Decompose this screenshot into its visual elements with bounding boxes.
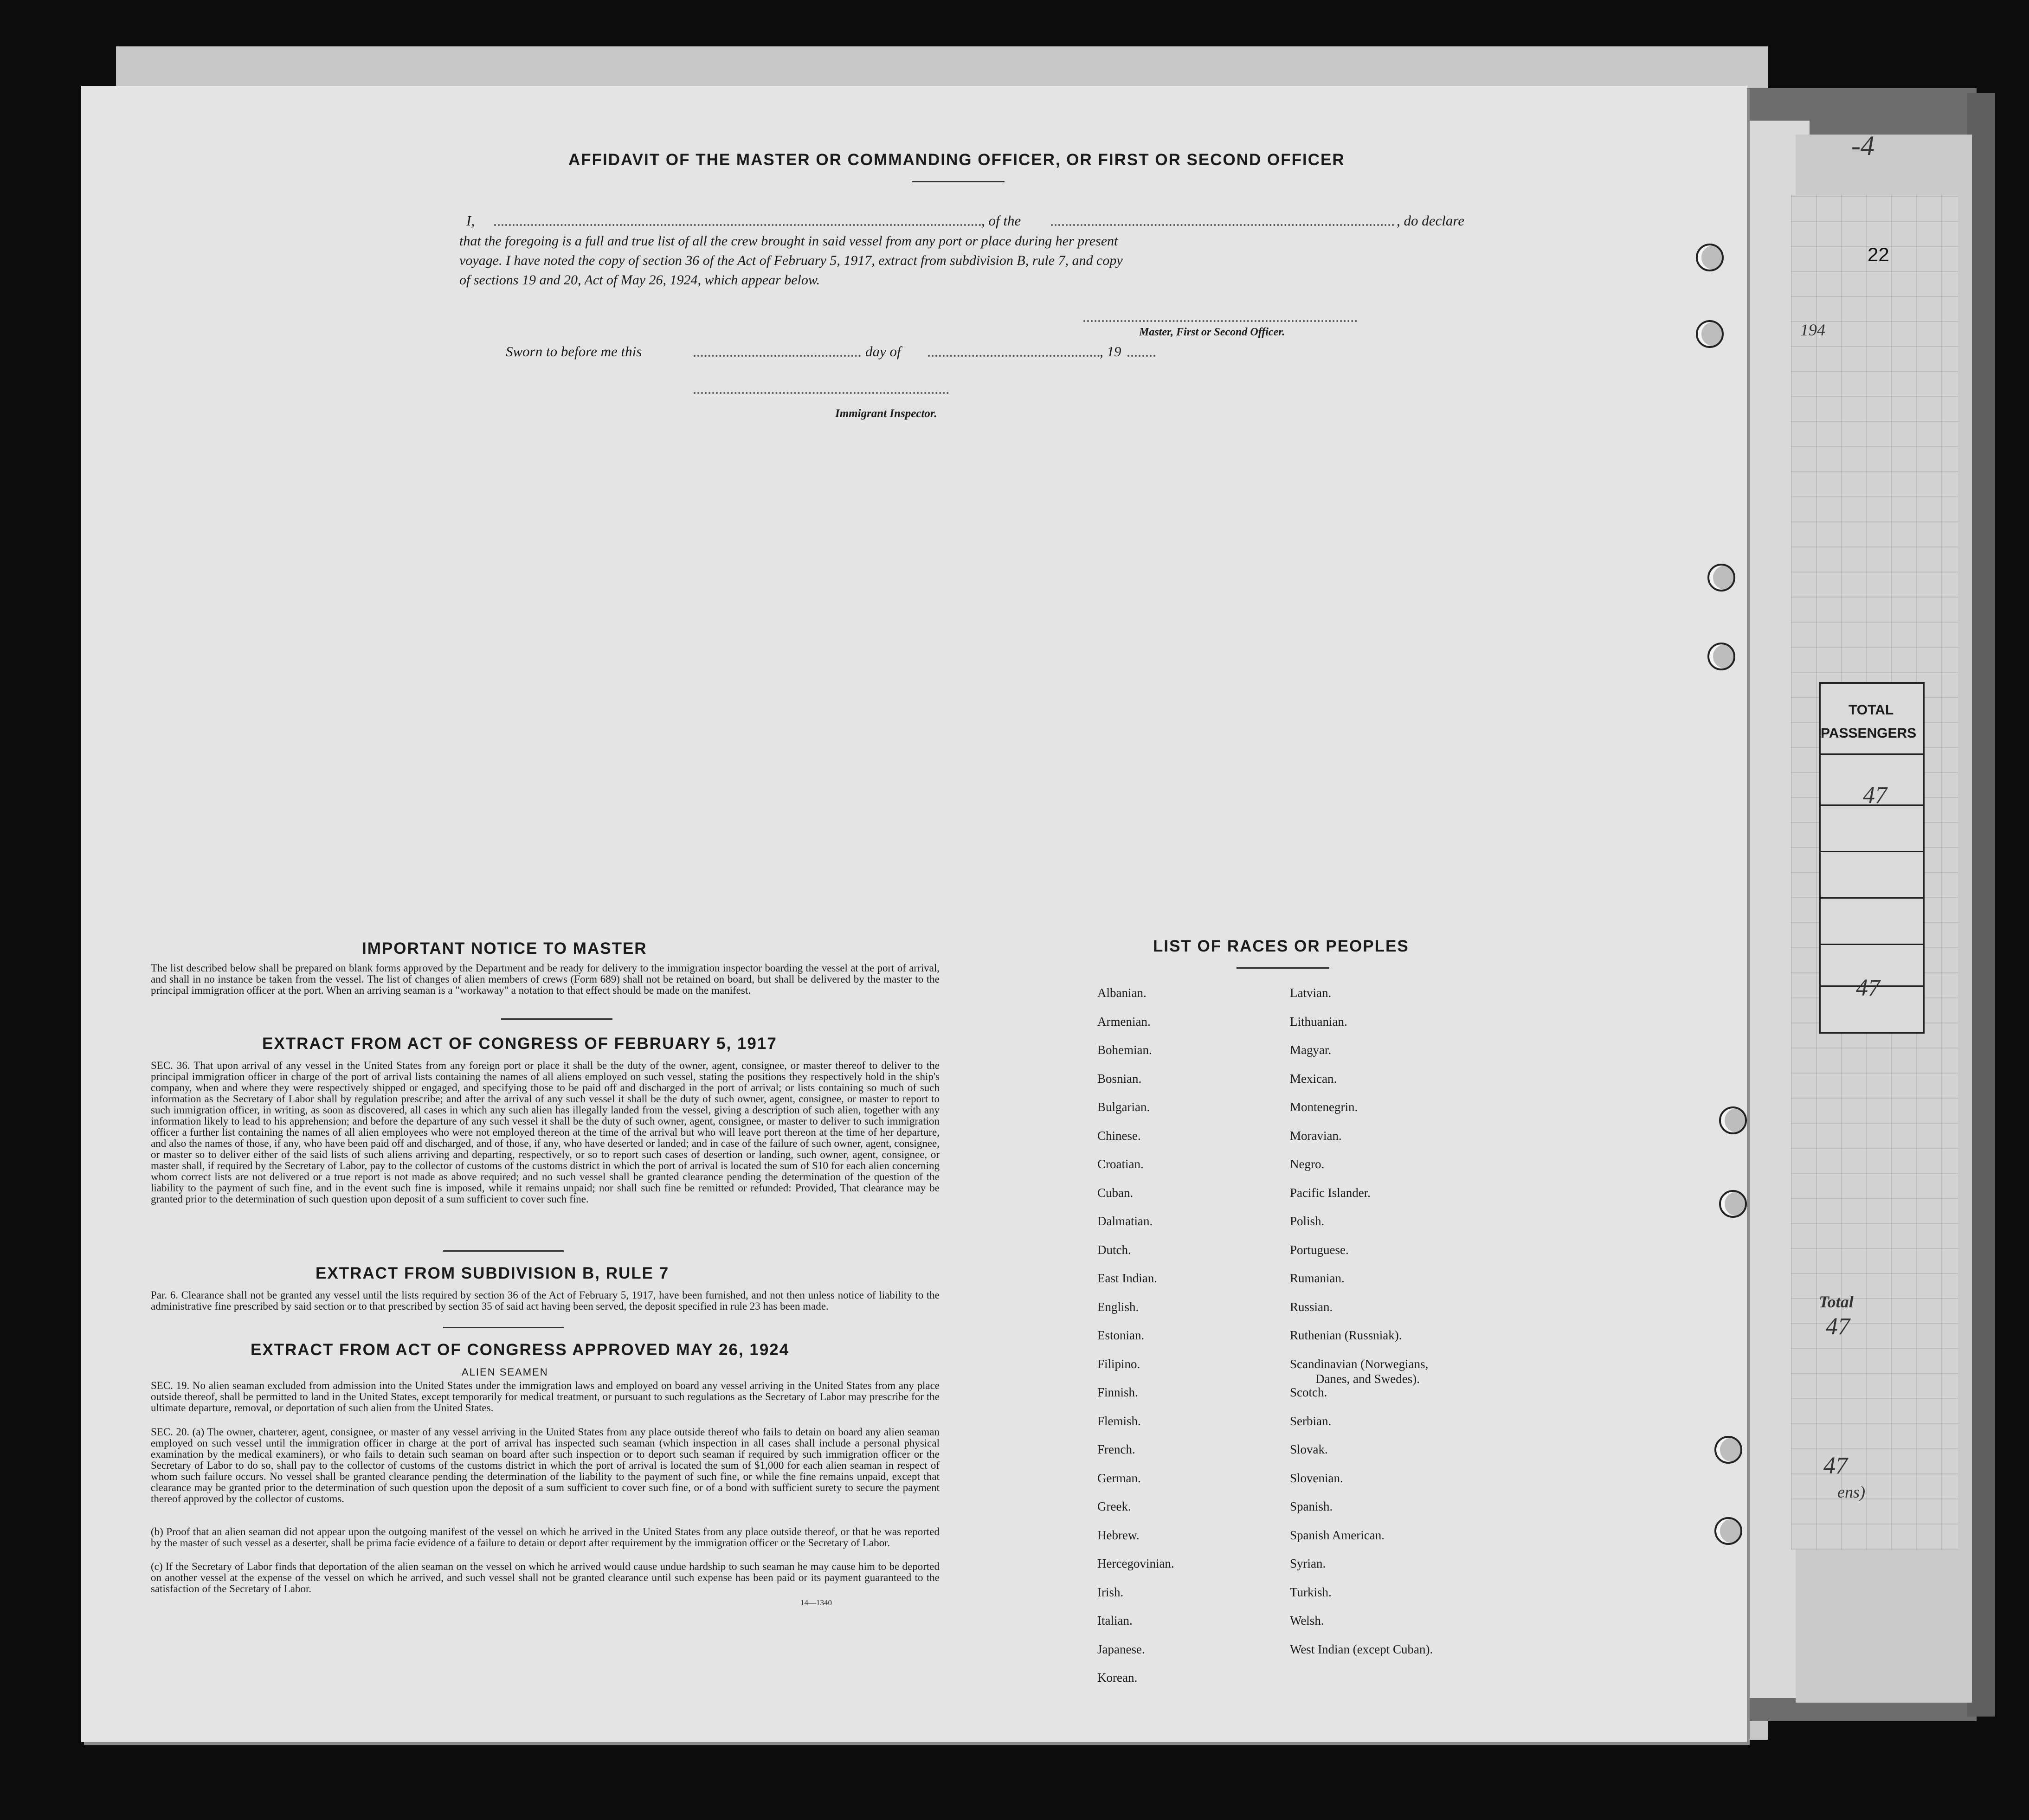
race-item: Polish.: [1290, 1214, 1325, 1228]
binder-hole: [1719, 1106, 1747, 1134]
race-item: Korean.: [1097, 1671, 1138, 1685]
race-item: Japanese.: [1097, 1642, 1145, 1656]
race-item: Latvian.: [1290, 986, 1332, 1000]
race-item: Bulgarian.: [1097, 1100, 1150, 1114]
race-item: Portuguese.: [1290, 1242, 1349, 1257]
race-item: Russian.: [1290, 1299, 1333, 1314]
divider: [1821, 944, 1923, 945]
race-item: Scandinavian (Norwegians,: [1290, 1357, 1429, 1371]
vessel-blank: [1051, 224, 1394, 226]
sec20a-body: SEC. 20. (a) The owner, charterer, agent, consignee, or master of any vessel arriving in the United States from any place outside thereof who fails to detain on board any alien seaman employed on such vessel until the immigration officer in charge at the port of arrival has inspected such seaman (which inspection in all cases shall include a personal physical examination by the medical examiners), or who fails to detain such seaman on board after such inspection or to deport such seaman if required by such immigration officer or the Secretary of Labor to do so, shall pay to the collector of customs of the customs district in which the port of arrival is located the sum of $1,000 for each alien seaman in respect of whom such failure occurs. No vessel shall be granted clearance pending the determination of the liability to the payment of such fine, or while the fine remains unpaid, except that clearance may be granted prior to the determination of such question upon the deposit of a sum sufficient to cover such fine, or of a bond with sufficient surety to secure the payment thereof approved by the collector of customs.: [151, 1426, 940, 1505]
notice-body: The list described below shall be prepared on blank forms approved by the Department and be ready for delivery to the immigration inspector boarding the vessel at the port of arrival, and shall in no instance be taken from the vessel. The list of changes of alien members of crews (Form 689) shall not be retained on board, but shall be delivered by the master to the principal immigration officer at the port. When an arriving seaman is a "workaway" a notation to that effect should be made on the manifest.: [151, 962, 940, 996]
name-blank: [494, 224, 981, 226]
corner-mark: -4: [1851, 130, 1874, 161]
race-item: French.: [1097, 1442, 1135, 1456]
race-item: Magyar.: [1290, 1043, 1332, 1057]
binder-hole: [1714, 1517, 1742, 1545]
section-rule: [501, 1018, 612, 1020]
race-item: Montenegrin.: [1290, 1100, 1358, 1114]
race-item: Chinese.: [1097, 1128, 1141, 1143]
race-item: Irish.: [1097, 1585, 1124, 1599]
year-fragment: 194: [1800, 321, 1825, 339]
affidavit-line-2: that the foregoing is a full and true list of all the crew brought in said vessel from any port or place during her present: [459, 233, 1118, 249]
sworn-year: , 19: [1100, 343, 1121, 360]
race-item: West Indian (except Cuban).: [1290, 1642, 1433, 1656]
race-item: Cuban.: [1097, 1185, 1134, 1200]
race-item: Rumanian.: [1290, 1271, 1345, 1285]
sec20b-body: (b) Proof that an alien seaman did not appear upon the outgoing manifest of the vessel on which he arrived in the United States from any place outside thereof, or that he was reported by the master of such vessel as a deserter, shall be prima facie evidence of a failure to detain or deport after requirement by the immigration officer or the Secretary of Labor.: [151, 1526, 940, 1549]
race-item: Bohemian.: [1097, 1043, 1152, 1057]
extract-1924-subtitle: ALIEN SEAMEN: [462, 1366, 548, 1378]
notice-title: IMPORTANT NOTICE TO MASTER: [362, 939, 647, 958]
race-item: Spanish American.: [1290, 1528, 1385, 1542]
affidavit-line-3: voyage. I have noted the copy of section 36 of the Act of February 5, 1917, extract from subdivision B, rule 7, and copy: [459, 253, 1123, 268]
signature-label: Master, First or Second Officer.: [1139, 326, 1285, 338]
race-item: Moravian.: [1290, 1128, 1342, 1143]
rule7-title: EXTRACT FROM SUBDIVISION B, RULE 7: [316, 1264, 670, 1282]
title-rule: [912, 181, 1005, 182]
sworn-day-of: day of: [865, 343, 901, 360]
divider: [1821, 897, 1923, 899]
race-item: Bosnian.: [1097, 1071, 1142, 1086]
race-item: Croatian.: [1097, 1157, 1144, 1171]
affidavit-of-the: , of the: [981, 212, 1021, 229]
inspector-label: Immigrant Inspector.: [835, 407, 937, 420]
race-item: Danes, and Swedes).: [1315, 1371, 1420, 1386]
total-value-2: 47: [1856, 975, 1880, 1001]
total-value-1: 47: [1863, 782, 1887, 809]
divider: [1821, 851, 1923, 852]
race-item: Dutch.: [1097, 1242, 1131, 1257]
race-item: Filipino.: [1097, 1357, 1140, 1371]
race-item: Spanish.: [1290, 1499, 1333, 1513]
race-item: Flemish.: [1097, 1414, 1141, 1428]
section-rule: [443, 1250, 564, 1252]
section-rule: [443, 1327, 564, 1328]
sworn-prefix: Sworn to before me this: [506, 343, 642, 360]
text-fragment: ens): [1837, 1483, 1865, 1501]
race-item: Slovenian.: [1290, 1471, 1343, 1485]
race-item: Syrian.: [1290, 1556, 1326, 1570]
binder-hole: [1696, 244, 1724, 271]
binder-hole: [1696, 320, 1724, 348]
sworn-year-blank: [1127, 355, 1155, 357]
race-item: Lithuanian.: [1290, 1014, 1347, 1029]
race-item: Turkish.: [1290, 1585, 1332, 1599]
race-item: Negro.: [1290, 1157, 1325, 1171]
affidavit-do-declare: , do declare: [1397, 212, 1465, 229]
race-item: Albanian.: [1097, 986, 1147, 1000]
extract-1917-title: EXTRACT FROM ACT OF CONGRESS OF FEBRUARY 5, 1917: [262, 1035, 777, 1053]
race-item: Armenian.: [1097, 1014, 1151, 1029]
affidavit-i: I,: [466, 212, 475, 229]
race-item: English.: [1097, 1299, 1139, 1314]
divider: [1821, 753, 1923, 755]
race-item: Slovak.: [1290, 1442, 1328, 1456]
affidavit-line-4: of sections 19 and 20, Act of May 26, 1924, which appear below.: [459, 272, 820, 288]
race-item: German.: [1097, 1471, 1141, 1485]
races-title: LIST OF RACES OR PEOPLES: [1153, 937, 1409, 955]
binder-hole: [1707, 643, 1735, 670]
inspector-blank: [694, 392, 949, 394]
affidavit-title: AFFIDAVIT OF THE MASTER OR COMMANDING OFFICER, OR FIRST OR SECOND OFFICER: [568, 151, 1345, 169]
manifest-page: [81, 86, 1747, 1742]
race-item: Greek.: [1097, 1499, 1131, 1513]
race-item: Mexican.: [1290, 1071, 1337, 1086]
extract-1924-title: EXTRACT FROM ACT OF CONGRESS APPROVED MAY 26, 1924: [251, 1341, 790, 1359]
race-item: Pacific Islander.: [1290, 1185, 1371, 1200]
race-item: Hercegovinian.: [1097, 1556, 1174, 1570]
total-value-3: 47: [1826, 1313, 1850, 1340]
extract-1917-body: SEC. 36. That upon arrival of any vessel in the United States from any foreign port or place it shall be the duty of the owner, agent, consignee, or master thereof to deliver to the principal immigration officer in charge of the port of arrival lists containing the names of all aliens employed on such vessel, stating the positions they respectively hold in the ship's company, when and where they were respectively shipped or engaged, and specifying those to be paid off and discharged in the port of arrival; or lists containing so much of such information as the Secretary of Labor shall by regulation prescribe; and after the arrival of any such vessel it shall be the duty of such owner, agent, consignee, or master to report to such immigration officer, in writing, as soon as discovered, all cases in which any such alien has illegally landed from the vessel, giving a description of such alien, together with any information likely to lead to his apprehension; and before the departure of any such vessel it shall be the duty of such owner, agent, consignee, or master to deliver to such immigration officer a further list containing the names of all alien employees who were not employed thereon at the time of the arrival but who will leave port thereon at the time of her departure, and also the names of those, if any, who have been paid off and discharged, and of those, if any, who have deserted or landed; and in case of the failure of such owner, agent, consignee, or master so to deliver either of the said lists of such aliens arriving and departing, respectively, or so to report such cases of desertion or landing, such owner, agent, consignee, or master shall, if required by the Secretary of Labor, pay to the collector of customs of the customs district in which the port of arrival is located the sum of $10 for each alien concerning whom correct lists are not delivered or a true report is not made as above required; and no such vessel shall be granted clearance pending the determination of the question of the liability to the payment of such fine, and in the event such fine is imposed, while it remains unpaid; nor shall such fine be remitted or refunded: Provided, That clearance may be granted prior to the determination of such question upon deposit of a sum sufficient to cover such fine.: [151, 1060, 940, 1205]
total-passengers-header-1: TOTAL: [1849, 702, 1894, 718]
race-item: Scotch.: [1290, 1385, 1327, 1399]
race-item: Ruthenian (Russniak).: [1290, 1328, 1402, 1342]
race-item: Welsh.: [1290, 1614, 1324, 1627]
race-item: Estonian.: [1097, 1328, 1145, 1342]
race-item: East Indian.: [1097, 1271, 1157, 1285]
race-item: Serbian.: [1290, 1414, 1332, 1428]
total-value-4: 47: [1823, 1453, 1848, 1479]
races-title-rule: [1237, 967, 1329, 969]
sec19-body: SEC. 19. No alien seaman excluded from admission into the United States under the immigration laws and employed on board any vessel arriving in the United States from any place outside thereof, shall be permitted to land in the United States, except temporarily for medical treatment, or pursuant to such regulations as the Secretary of Labor may prescribe for the ultimate departure, removal, or deportation of such alien from the United States.: [151, 1380, 940, 1414]
sworn-day-blank: [694, 355, 861, 357]
signature-blank: [1083, 320, 1357, 322]
binder-hole: [1714, 1436, 1742, 1464]
total-passengers-header-2: PASSENGERS: [1821, 726, 1917, 741]
sec20c-body: (c) If the Secretary of Labor finds that deportation of the alien seaman on the vessel on which he arrived would cause undue hardship to such seaman he may cause him to be deported on another vessel at the expense of the vessel on which he arrived, and such vessel shall not be granted clearance until such expense has been paid or its payment guaranteed to the satisfaction of the Secretary of Labor.: [151, 1561, 940, 1595]
form-number: 14—1340: [800, 1598, 832, 1607]
rule7-body: Par. 6. Clearance shall not be granted any vessel until the lists required by section 36 of the Act of February 5, 1917, have been furnished, and not then unless notice of liability to the administrative fine prescribed by said section or to that prescribed by section 35 of said act having been served, the deposit specified in rule 23 has been made.: [151, 1289, 940, 1312]
page-number: 22: [1868, 244, 1889, 265]
binder-hole: [1719, 1190, 1747, 1218]
race-item: Finnish.: [1097, 1385, 1138, 1399]
race-item: Hebrew.: [1097, 1528, 1140, 1542]
binder-hole: [1707, 564, 1735, 592]
total-label: Total: [1819, 1293, 1854, 1311]
race-item: Italian.: [1097, 1614, 1133, 1627]
race-item: Dalmatian.: [1097, 1214, 1153, 1228]
sworn-month-blank: [928, 355, 1100, 357]
